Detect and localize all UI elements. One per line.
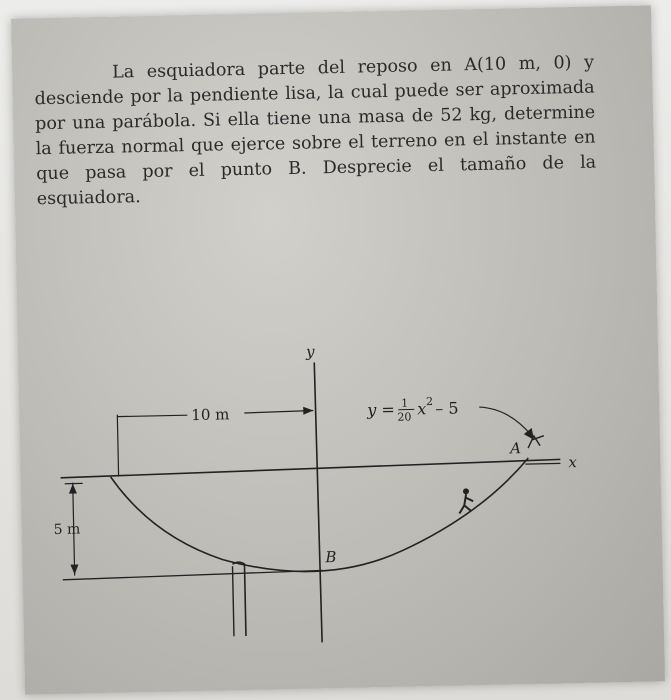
- bottom-reference-line: [63, 570, 323, 579]
- textbook-page: [11, 5, 665, 694]
- skier-icon: [459, 488, 474, 513]
- dim-5m-arrow-top: [69, 484, 77, 494]
- point-b-label: B: [325, 548, 337, 567]
- problem-statement: La esquiadora parte del reposo en A(10 m, 0) y desciende por la pendiente lisa, la cual puede ser aproximada por una parábola. Si ella tiene una masa de 52 kg, determine la fuerza normal que ejerce sobre el terreno en el instante en que pasa por el punto B. Desprecie el tamaño de la esquiadora.: [34, 52, 597, 209]
- equation-rest: – 5: [435, 398, 459, 418]
- dim-10m-label: 10 m: [191, 405, 230, 425]
- dim-5m-label: 5 m: [53, 521, 81, 538]
- dim-10m-left-tick: [117, 415, 118, 477]
- dim-10m-line-left: [117, 415, 187, 416]
- terrain-inner-line: [233, 566, 234, 636]
- dim-10m-line-right: [244, 411, 313, 413]
- point-a-label: A: [509, 439, 522, 458]
- equation-lhs: y =: [367, 399, 395, 420]
- equation-exponent: 2: [425, 395, 434, 409]
- parabola-diagram: [17, 305, 664, 678]
- y-axis-label: y: [305, 342, 315, 361]
- x-axis-label: x: [568, 453, 578, 472]
- equation-variable: x: [417, 399, 427, 419]
- equation-leader: [479, 406, 532, 437]
- x-axis-double-line: [525, 463, 560, 464]
- dim-10m-arrow-right: [303, 407, 313, 415]
- equation-numerator: 1: [400, 396, 409, 410]
- equation-denominator: 20: [397, 410, 412, 424]
- dim-5m-arrow-bottom: [70, 564, 78, 574]
- y-axis: [314, 362, 322, 642]
- x-axis: [60, 459, 560, 477]
